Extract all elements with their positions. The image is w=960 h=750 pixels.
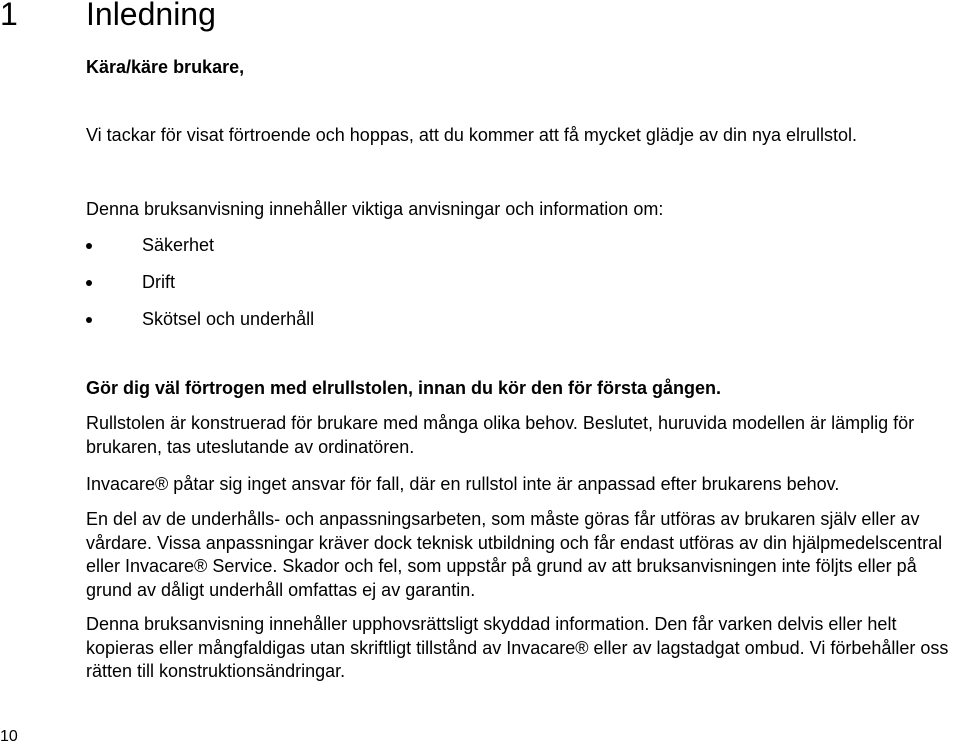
bullet-icon	[86, 317, 92, 323]
page-number: 10	[0, 728, 18, 745]
body-paragraph: Invacare® påtar sig inget ansvar för fall, där en rullstol inte är anpassad efter brukarens behov.	[86, 474, 840, 494]
lead-paragraph: Vi tackar för visat förtroende och hoppas, att du kommer att få mycket glädje av din nya elrullstol.	[86, 125, 858, 145]
body-paragraph: En del av de underhålls- och anpassningsarbeten, som måste göras får utföras av brukaren själv eller av vårdare. Vissa anpassningar kräver dock teknisk utbildning och får endast utföras av din hjälpmedelscentral eller Invacare® Service. Skador och fel, som uppstår på grund av att bruksanvisningen inte följts eller på grund av dåligt underhåll omfattas ej av garantin.	[86, 509, 943, 600]
list-item-text: Skötsel och underhåll	[142, 309, 315, 329]
bullet-icon	[86, 243, 92, 249]
intro-paragraph: Denna bruksanvisning innehåller viktiga anvisningar och information om:	[86, 199, 664, 219]
chapter-number: 1	[0, 0, 18, 32]
page-title	[0, 0, 216, 34]
chapter-title: Inledning	[86, 0, 216, 32]
body-paragraph: Denna bruksanvisning innehåller upphovsrättsligt skyddad information. Den får varken delvis eller helt kopieras eller mångfaldigas utan skriftligt tillstånd av Invacare® eller av lagstadgat ombud. Vi förbehåller oss rätten till konstruktionsändringar.	[86, 614, 949, 681]
bullet-icon	[86, 280, 92, 286]
salutation: Kära/käre brukare,	[86, 57, 245, 77]
body-paragraph: Rullstolen är konstruerad för brukare med många olika behov. Beslutet, huruvida modellen är lämplig för brukaren, tas uteslutande av ordinatören.	[86, 413, 915, 457]
warning-text: Gör dig väl förtrogen med elrullstolen, innan du kör den för första gången.	[86, 378, 722, 398]
list-item-text: Säkerhet	[142, 235, 215, 255]
list-item-text: Drift	[142, 272, 175, 292]
